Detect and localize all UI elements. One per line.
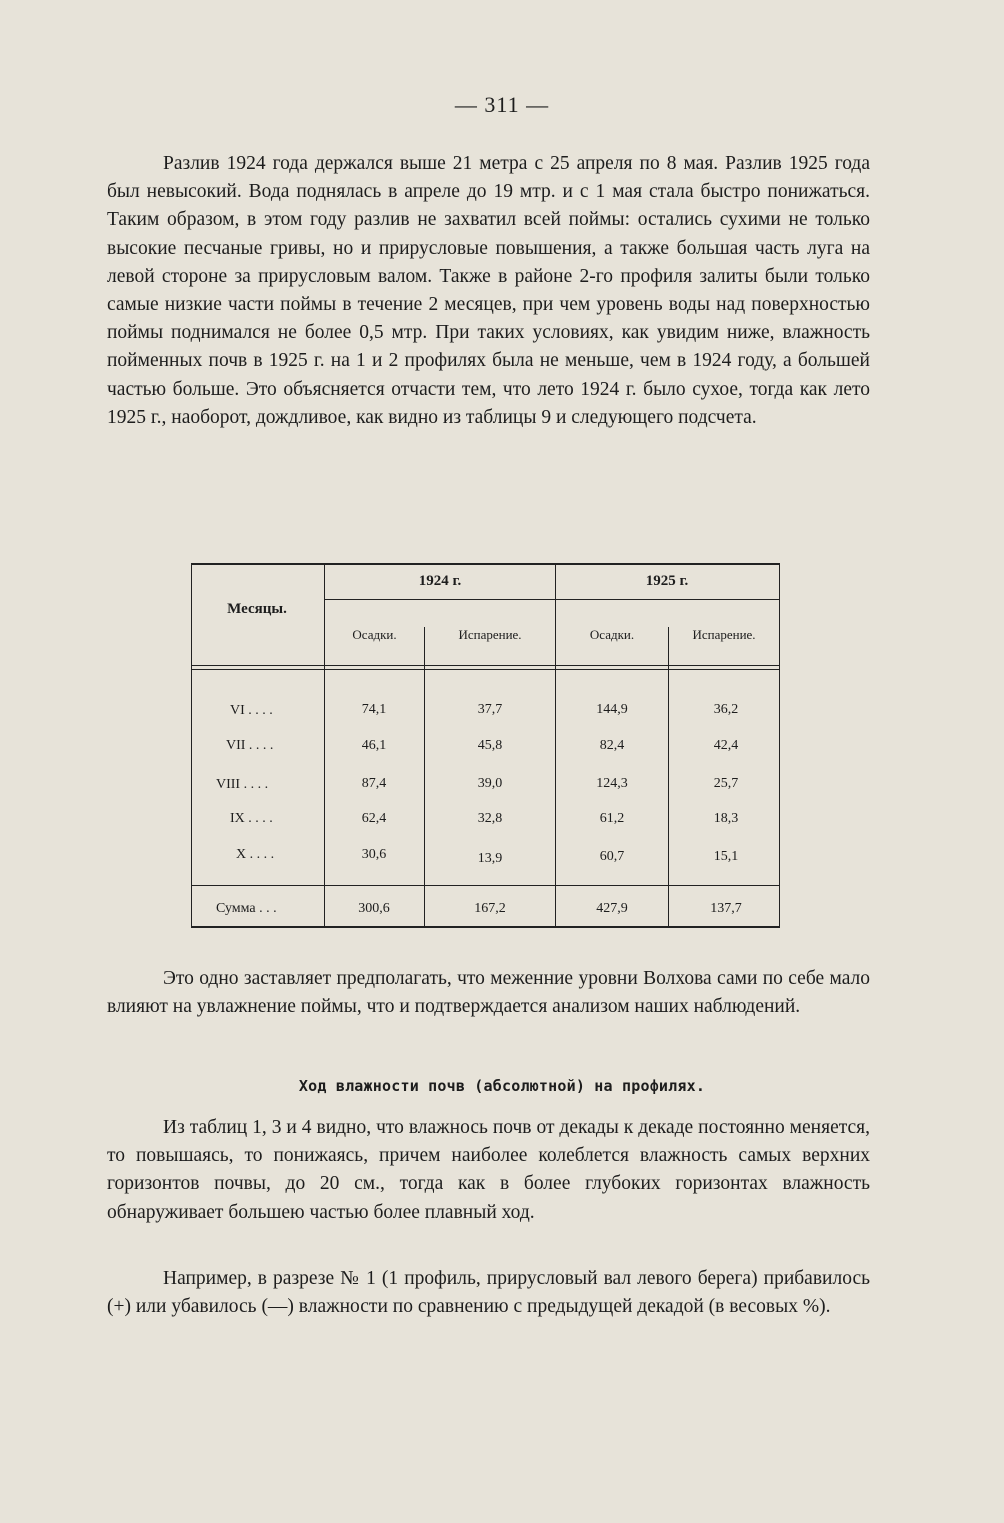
- table-cell: 87,4: [361, 776, 387, 791]
- year-1925-header: 1925 г.: [645, 573, 689, 589]
- table-cell: 18,3: [713, 811, 739, 826]
- table-cell: 36,2: [713, 702, 739, 717]
- table-cell: 62,4: [361, 811, 387, 826]
- table-cell: 427,9: [596, 901, 628, 916]
- table-cell: 37,7: [477, 702, 503, 717]
- months-header: Месяцы.: [227, 601, 287, 617]
- table-cell: 30,6: [361, 847, 387, 862]
- table-cell: 124,3: [596, 776, 628, 791]
- row-label-viii: VIII . . . .: [216, 777, 269, 792]
- table-cell: 167,2: [474, 901, 506, 916]
- table-cell: 42,4: [713, 738, 739, 753]
- row-label-x: X . . . .: [236, 847, 275, 862]
- table-cell: 144,9: [596, 702, 628, 717]
- paragraph-1-text: Разлив 1924 года держался выше 21 метра с 25 апреля по 8 мая. Разлив 1925 года был невысокий. Вода поднялась в апреле до 19 мтр. и с 1 мая стала быстро понижаться. Таким образом, в этом году разлив не захватил всей поймы: остались сухими не только высокие песчаные гривы, но и прирусловые повышения, а также большая часть луга на левой стороне за прирусловым валом. Также в районе 2-го профиля залиты были только самые низкие части поймы в течение 2 месяцев, при чем уровень воды над поверхностью поймы поднимался не более 0,5 мтр. При таких условиях, как увидим ниже, влажность пойменных почв в 1925 г. на 1 и 2 профилях была не меньше, чем в 1924 году, а большей частью больше. Это объясняется отчасти тем, что лето 1924 г. было сухое, тогда как лето 1925 г., наоборот, дождливое, как видно из таблицы 9 и следующего подсчета.: [107, 153, 870, 428]
- table-cell: 46,1: [361, 738, 387, 753]
- table-cell: 25,7: [713, 776, 739, 791]
- table-cell: 137,7: [710, 901, 742, 916]
- paragraph-2-text: Это одно заставляет предполагать, что меженние уровни Волхова сами по себе мало влияют на увлажнение поймы, что и подтверждается анализом наших наблюдений.: [107, 968, 870, 1018]
- table-cell: 74,1: [361, 702, 387, 717]
- paragraph-2: [107, 965, 870, 1021]
- paragraph-3-text: Из таблиц 1, 3 и 4 видно, что влажнось почв от декады к декаде постоянно меняется, то повышаясь, то понижаясь, причем наиболее колеблется влажность самых верхних горизонтов почвы, до 20 см., тогда как в более глубоких горизонтах влажность обнаруживает большею частью более плавный ход.: [107, 1117, 870, 1223]
- table-cell: 300,6: [358, 901, 390, 916]
- precipitation-1925-header: Осадки.: [589, 627, 635, 642]
- table-cell: 45,8: [477, 738, 503, 753]
- table-cell: 32,8: [477, 811, 503, 826]
- table-cell: 61,2: [599, 811, 625, 826]
- evaporation-1925-header: Испарение.: [692, 627, 756, 642]
- row-label-vi: VI . . . .: [230, 703, 273, 718]
- table-cell: 60,7: [599, 849, 625, 864]
- paragraph-1: [107, 150, 870, 432]
- table-cell: 39,0: [477, 776, 503, 791]
- row-label-ix: IX . . . .: [230, 811, 273, 826]
- row-label-sum: Сумма . . .: [216, 901, 277, 916]
- paragraph-4: [107, 1265, 870, 1321]
- paragraph-4-text: Например, в разрезе № 1 (1 профиль, прирусловый вал левого берега) прибавилось (+) или убавилось (—) влажности по сравнению с предыдущей декадой (в весовых %).: [107, 1268, 870, 1318]
- evaporation-1924-header: Испарение.: [458, 627, 522, 642]
- section-heading: Ход влажности почв (абсолютной) на профилях.: [298, 1077, 706, 1095]
- precipitation-evaporation-table: [191, 563, 780, 928]
- table-cell: 82,4: [599, 738, 625, 753]
- table-cell: 15,1: [713, 849, 739, 864]
- precipitation-1924-header: Осадки.: [352, 627, 397, 642]
- paragraph-3: [107, 1114, 870, 1227]
- table-cell: 13,9: [477, 851, 503, 866]
- row-label-vii: VII . . . .: [226, 738, 274, 753]
- year-1924-header: 1924 г.: [418, 573, 462, 589]
- page-number: — 311 —: [454, 92, 550, 117]
